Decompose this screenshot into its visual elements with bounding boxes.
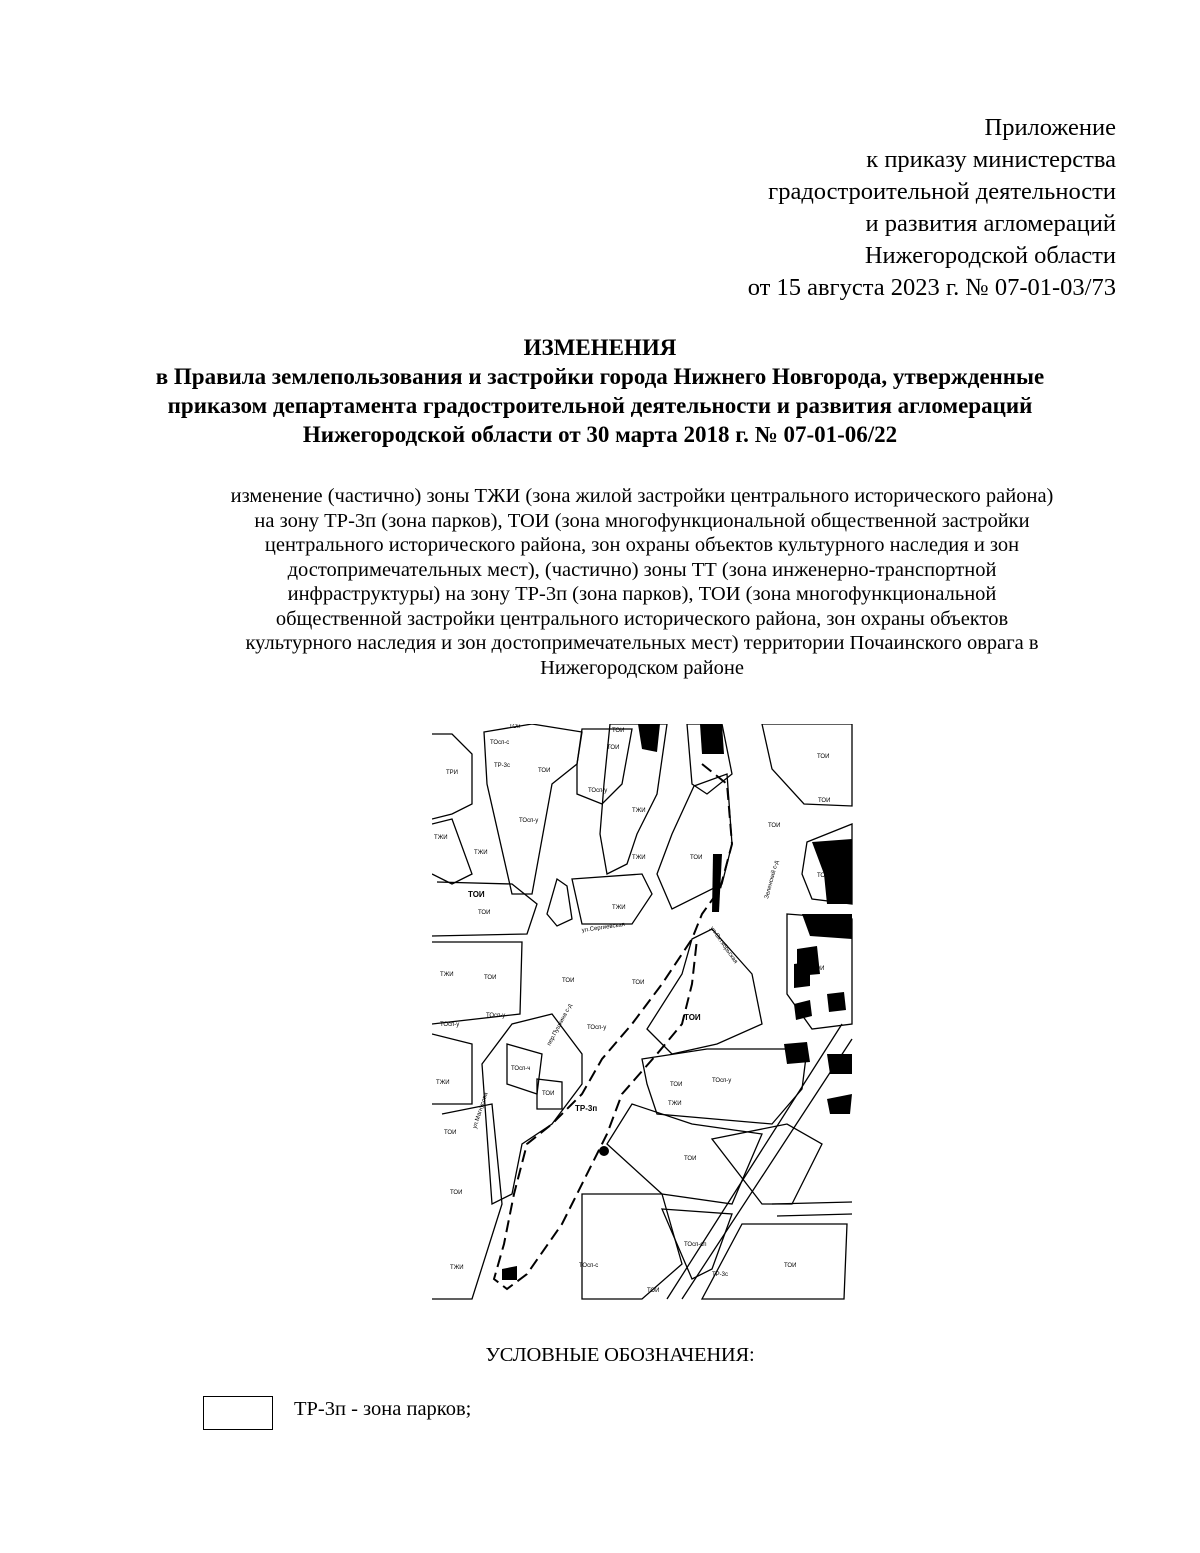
zone-label: ТЖИ [632,808,646,814]
zone-label: ТОсп-у [712,1078,732,1084]
title-line: приказом департамента градостроительной деятельности и развития агломераций [167,393,1033,418]
zone-label: ТЖИ [450,1265,464,1271]
zone-label: ТЖИ [440,972,454,978]
title-line: Нижегородской области от 30 марта 2018 г. № 07-01-06/22 [302,422,898,447]
description-line: центрального исторического района, зон охраны объектов культурного наследия и зон [264,534,1020,556]
legend-swatch-park-zone [203,1396,273,1430]
description-line: общественной застройки центрального исторического района, зон охраны объектов [275,607,1009,630]
zone-label: ТЖИ [668,1101,682,1107]
street-label: Зеленский с-д [764,859,781,900]
title-line: в Правила землепользования и застройки города Нижнего Новгорода, утвержденные [155,364,1045,389]
zone-label: ТР-3с [712,1272,729,1278]
description-line: культурного наследия и зон достопримечательных мест) территории Почаинского оврага в [245,632,1039,654]
zone-label: ТЖИ [474,850,488,856]
zone-label: ТОИ [768,823,781,829]
zone-label: ТОИ [690,855,703,861]
zone-label: ТОИ [444,1130,457,1136]
zone-label: ТЖИ [434,835,448,841]
street-label: ул.Сергиевская [581,922,626,934]
zoning-map [432,724,854,1304]
zone-label: ТОсп-у [440,1022,460,1028]
zone-label: ТОИ [542,1091,555,1097]
zone-label: ТР-3с [494,763,511,769]
zone-label: ТЖИ [632,855,646,861]
zone-label: ТОИ [450,1190,463,1196]
zone-label: ТОИ [632,980,645,986]
appendix-block [516,112,1116,304]
zone-label: ТОсп-с [490,740,510,746]
zone-label: ТОИ [684,1156,697,1162]
zone-label: ТОИ [817,873,830,879]
zone-label: ТОсп-ч [511,1066,531,1072]
zone-label: ТОИ [670,1082,683,1088]
zone-label: ТЖИ [436,1080,450,1086]
zone-label-main: ТОИ [684,1013,701,1022]
zone-label: ТОИ [818,798,831,804]
legend-item-label: ТР-3п - зона парков; [294,1398,472,1420]
zone-label: ТОИ [538,768,551,774]
zone-label: ТОИ [784,1263,797,1269]
zone-label: ТОИ [612,728,625,734]
appendix-line: и развития агломераций [865,210,1116,237]
description-line: Нижегородском районе [540,656,744,679]
document-title [0,333,1200,449]
appendix-line: от 15 августа 2023 г. № 07-01-03/73 [747,274,1116,301]
zoning-map-svg [432,724,854,1304]
appendix-line: Нижегородской области [864,242,1116,269]
zone-label: ТЖИ [612,905,626,911]
description-line: на зону ТР-3п (зона парков), ТОИ (зона многофункциональной общественной застройки [254,509,1030,532]
street-label: ул.Октябрьская [708,925,739,965]
title-heading: ИЗМЕНЕНИЯ [523,335,677,360]
zone-label: ТОИ [562,978,575,984]
zone-label: ТОИ [817,754,830,760]
street-label: пер.Пушкина с-д [546,1003,574,1047]
zone-label: ТОсп-сп [684,1242,707,1248]
appendix-line: Приложение [984,114,1116,141]
zone-label-main: ТОИ [468,890,485,899]
description-line: инфраструктуры) на зону ТР-3п (зона парков), ТОИ (зона многофункциональной [287,583,997,605]
appendix-line: градостроительной деятельности [768,178,1116,205]
zone-label: ТОсп-у [588,788,608,794]
zone-label: ТОи [509,724,521,730]
zone-label: ТОсп-у [519,818,539,824]
appendix-line: к приказу министерства [866,146,1116,173]
description-line: изменение (частично) зоны ТЖИ (зона жилой застройки центрального исторического района) [230,485,1054,507]
change-description [150,484,1134,680]
zone-label: ТОИ [484,975,497,981]
zone-label: ТОсп-с [579,1263,599,1269]
street-label: ул.Магнусова [472,1091,490,1130]
zone-label: ТОсп-у [486,1013,506,1019]
description-line: достопримечательных мест), (частично) зоны ТТ (зона инженерно-транспортной [287,558,997,581]
zone-label: ТОсп-у [587,1025,607,1031]
zone-label: ТОИ [478,910,491,916]
zone-label-main: ТР-3п [575,1104,598,1113]
zone-label: ТРИ [446,770,458,776]
changed-territory-boundary [494,764,732,1289]
zone-label: ТОИ [607,745,620,751]
zone-label: ТОИ [812,966,825,972]
legend-title: УСЛОВНЫЕ ОБОЗНАЧЕНИЯ: [485,1344,755,1366]
zone-label: ТОИ [647,1288,660,1294]
